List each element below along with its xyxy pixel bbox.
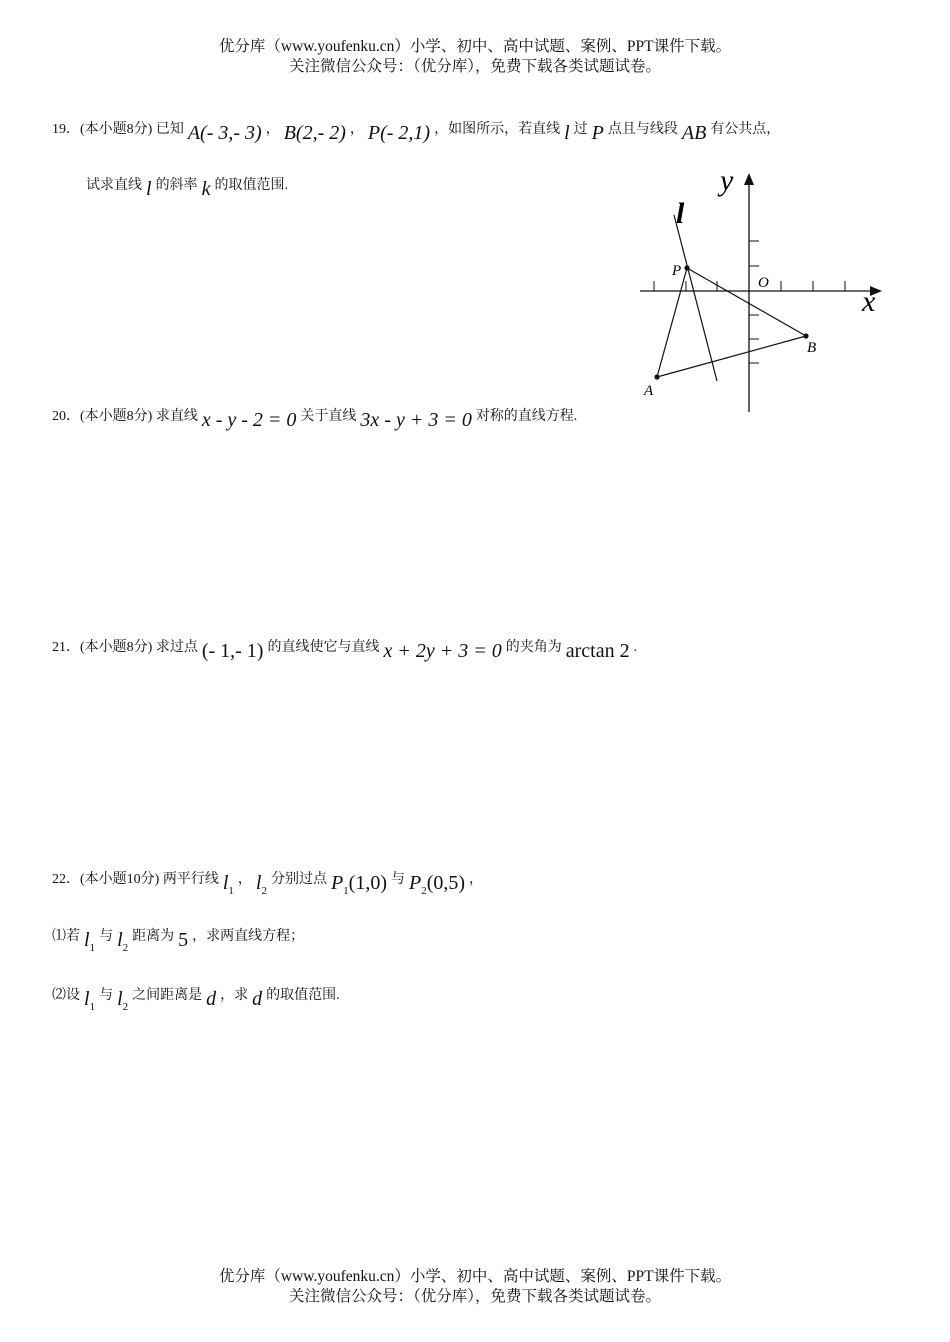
- question-22-intro: [52, 866, 484, 897]
- line-l-symbol: l: [146, 178, 152, 200]
- point-b-dot: [803, 333, 808, 338]
- label-x: x: [862, 285, 876, 318]
- question-text: 若: [66, 929, 80, 944]
- label-y: y: [720, 165, 734, 197]
- question-text: 的取值范围.: [214, 178, 288, 193]
- label-a: A: [644, 383, 654, 399]
- question-text: 的直线使它与直线: [267, 640, 380, 655]
- segment-ab: [657, 336, 806, 377]
- point-p1: $P_1(1,0)$: [330, 872, 387, 897]
- segment-pa: [657, 268, 687, 377]
- point-b: B(2,- 2): [283, 122, 346, 144]
- page-footer-line1: 优分库（www.youfenku.cn）小学、初中、高中试题、案例、PPT课件下载。: [218, 1268, 732, 1285]
- separator: ，: [469, 872, 484, 887]
- sub-question-marker: ⑴: [52, 929, 66, 944]
- page-footer-line2: 关注微信公众号：（优分库），免费下载各类试题试卷。: [288, 1288, 661, 1305]
- line-l2-symbol: $l_2$: [117, 988, 129, 1013]
- line-l: [674, 215, 717, 381]
- slope-k-symbol: k: [201, 178, 211, 200]
- question-text: 点且与线段: [607, 122, 678, 137]
- question-number: 22．: [52, 872, 80, 887]
- distance-d-symbol: d: [252, 988, 263, 1010]
- equation: x + 2y + 3 = 0: [383, 640, 502, 662]
- question-text: 与: [391, 872, 405, 887]
- question-score: (本小题8分) 求直线: [80, 409, 198, 424]
- angle-value: arctan 2: [565, 640, 630, 662]
- line-l1-symbol: $l_1$: [84, 988, 96, 1013]
- question-text: ，如图所示，若直线: [434, 122, 561, 137]
- question-text: 之间距离是: [132, 988, 203, 1003]
- separator: ，: [237, 872, 252, 887]
- distance-value: 5: [178, 929, 189, 951]
- question-text: 分别过点: [270, 872, 327, 887]
- line-l2-symbol: $l_2$: [117, 929, 129, 954]
- equation-2: 3x - y + 3 = 0: [360, 409, 472, 431]
- question-text: 与: [99, 929, 114, 944]
- label-b: B: [807, 340, 817, 356]
- label-l: l: [676, 197, 685, 230]
- question-19-line1: [52, 116, 781, 144]
- question-score: (本小题8分) 已知: [80, 122, 184, 137]
- question-number: 21．: [52, 640, 80, 655]
- point-p: P(- 2,1): [367, 122, 431, 144]
- equation-1: x - y - 2 = 0: [201, 409, 297, 431]
- question-text: 的斜率: [155, 178, 198, 193]
- question-22-part2: [52, 982, 340, 1013]
- label-o: O: [758, 275, 769, 291]
- segment-pb: [687, 268, 806, 336]
- point-value: (- 1,- 1): [201, 640, 264, 662]
- separator: ，: [349, 122, 364, 137]
- separator: ，: [265, 122, 280, 137]
- point-a-dot: [654, 374, 659, 379]
- question-22-part1: [52, 923, 305, 954]
- coordinate-figure: [630, 165, 900, 420]
- question-text: 设: [66, 988, 80, 1003]
- distance-d-symbol: d: [206, 988, 217, 1010]
- y-axis-arrow: [744, 173, 754, 185]
- question-text: 的取值范围.: [266, 988, 340, 1003]
- question-number: 19．: [52, 122, 80, 137]
- line-l2-symbol: $l_2$: [255, 872, 267, 897]
- question-19-line2: [86, 172, 288, 200]
- point-p2: $P_2(0,5)$: [409, 872, 466, 897]
- label-p: P: [672, 263, 682, 279]
- question-text: 关于直线: [300, 409, 357, 424]
- line-l-symbol: l: [564, 122, 570, 144]
- question-text: 对称的直线方程.: [475, 409, 578, 424]
- page-header-line2: 关注微信公众号：（优分库），免费下载各类试题试卷。: [288, 58, 661, 75]
- question-number: 20．: [52, 409, 80, 424]
- question-text: ，求两直线方程；: [192, 929, 305, 944]
- question-text: 距离为: [132, 929, 175, 944]
- question-text: 过: [573, 122, 588, 137]
- point-p-dot: [684, 265, 689, 270]
- question-text: .: [633, 640, 638, 655]
- question-text: 试求直线: [86, 178, 142, 193]
- line-l1-symbol: $l_1$: [84, 929, 96, 954]
- question-text: 有公共点，: [710, 122, 781, 137]
- question-text: ，求: [220, 988, 249, 1003]
- line-l1-symbol: $l_1$: [222, 872, 234, 897]
- question-text: 与: [99, 988, 114, 1003]
- sub-question-marker: ⑵: [52, 988, 66, 1003]
- question-21: [52, 634, 638, 662]
- question-score: (本小题10分) 两平行线: [80, 872, 219, 887]
- question-20: [52, 403, 578, 431]
- point-a: A(- 3,- 3): [187, 122, 262, 144]
- point-p-symbol: P: [591, 122, 604, 144]
- segment-ab-symbol: AB: [681, 122, 707, 144]
- question-score: (本小题8分) 求过点: [80, 640, 198, 655]
- question-text: 的夹角为: [505, 640, 562, 655]
- page-header-line1: 优分库（www.youfenku.cn）小学、初中、高中试题、案例、PPT课件下载。: [218, 38, 732, 55]
